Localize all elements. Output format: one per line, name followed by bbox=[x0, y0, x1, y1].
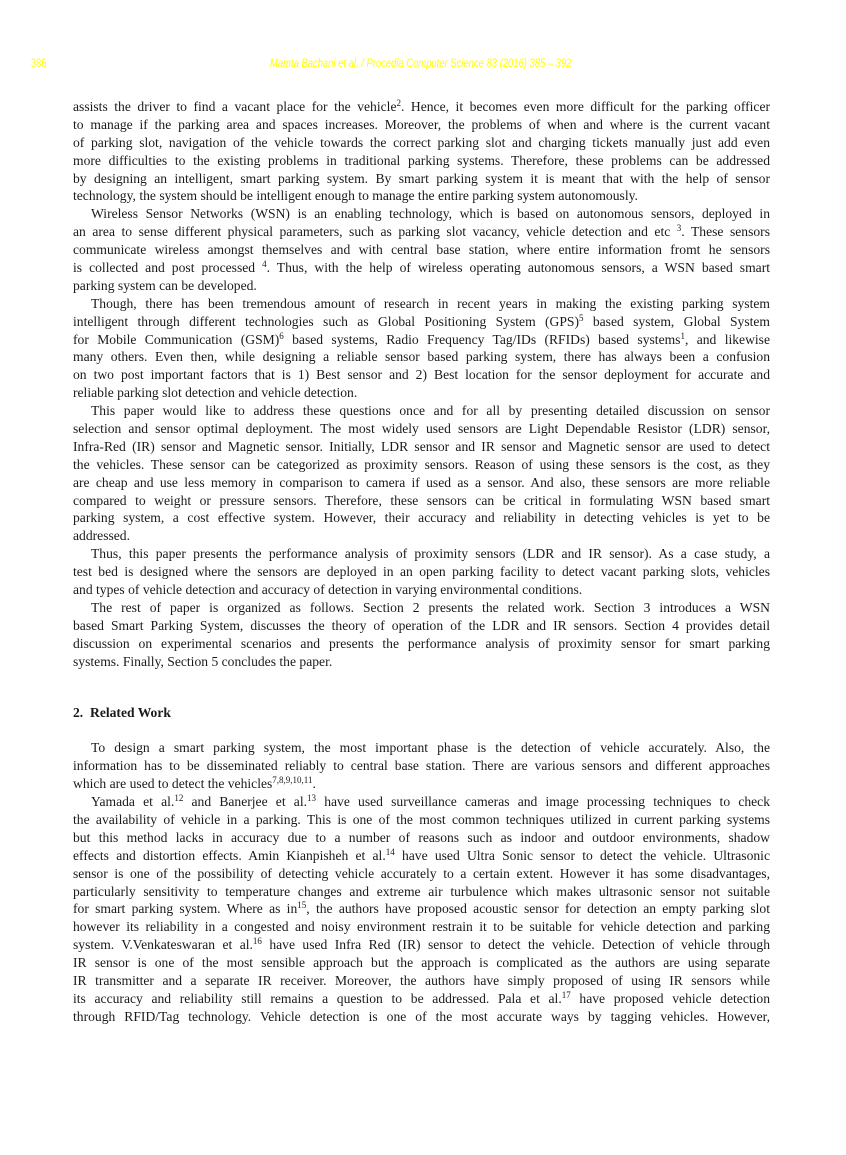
text-line bbox=[73, 757, 770, 775]
text-run: technology, the system should be intelligent enough to manage the entire parking system autonomously. bbox=[73, 188, 638, 204]
text-run: many others. Even then, while designing a reliable sensor based parking system, there has always been a confusion bbox=[73, 349, 770, 365]
text-line bbox=[73, 865, 770, 883]
text-line bbox=[73, 653, 770, 671]
text-line bbox=[73, 847, 770, 865]
citation-ref[interactable]: 14 bbox=[385, 846, 395, 857]
citation-ref[interactable]: 16 bbox=[252, 936, 262, 947]
text-run: Though, there has been tremendous amount of research in recent years in making the existing parking system bbox=[91, 295, 770, 311]
text-run: however its reliability in a congested and noisy environment restrain it to be suitable for vehicle detection and parking bbox=[73, 919, 770, 935]
paragraph bbox=[73, 793, 770, 1026]
text-run: for smart parking system. Where as in bbox=[73, 901, 298, 917]
citation-ref[interactable]: 4 bbox=[262, 259, 267, 270]
text-run: reliable parking slot detection and vehicle detection. bbox=[73, 385, 358, 401]
text-run: have used Infra Red (IR) sensor to detect the vehicle. Detection of vehicle through bbox=[261, 937, 770, 953]
text-run: and Banerjee et al. bbox=[183, 794, 308, 810]
text-line bbox=[73, 1008, 770, 1026]
text-run: addressed. bbox=[73, 528, 130, 544]
section-number: 2. bbox=[73, 704, 84, 720]
page-number: 386 bbox=[31, 58, 47, 70]
text-line bbox=[73, 775, 770, 793]
citation-ref[interactable]: 6 bbox=[279, 330, 284, 341]
text-run: Wireless Sensor Networks (WSN) is an enabling technology, which is based on autonomous sensors, deployed in bbox=[91, 206, 770, 222]
text-run: based Smart Parking System, discusses the theory of operation of the LDR and IR sensors. Section 4 provides detail bbox=[73, 617, 770, 633]
text-run: communicate wireless amongst themselves and with central base station, where entire information fromt he sensors bbox=[73, 242, 770, 258]
text-run: To design a smart parking system, the most important phase is the detection of vehicle accurately. Also, the bbox=[91, 740, 770, 756]
paragraph bbox=[73, 739, 770, 793]
text-run: based system, Global System bbox=[583, 313, 771, 329]
text-run: assists the driver to find a vacant place for the vehicle bbox=[73, 99, 397, 114]
text-line bbox=[73, 972, 770, 990]
text-run: and types of vehicle detection and accuracy of detection in varying environmental conditions. bbox=[73, 582, 583, 598]
text-run: its accuracy and reliability still remains a question to be addressed. Pala et al. bbox=[73, 990, 562, 1006]
text-run: test bed is designed where the sensors are deployed in an open parking facility to detect vacant parking slots, vehicles bbox=[73, 564, 770, 580]
citation-ref[interactable]: 5 bbox=[578, 312, 584, 323]
citation-ref[interactable]: 2 bbox=[396, 98, 401, 108]
text-line bbox=[73, 295, 770, 313]
text-run: more difficulties to the existing problems in traditional parking systems. Therefore, these problems can be addressed bbox=[73, 152, 770, 168]
text-line bbox=[73, 990, 770, 1008]
text-run: system. V.Venkateswaran et al. bbox=[73, 937, 253, 953]
text-line bbox=[73, 492, 770, 510]
text-line bbox=[73, 384, 770, 402]
text-run: particularly sensitivity to temperature changes and extreme air turbulence which makes ultrasonic sensor not suitable bbox=[73, 883, 770, 899]
text-run: an area to sense different physical parameters, such as parking slot vacancy, vehicle detection and etc bbox=[73, 224, 677, 240]
text-run: parking system, a cost effective system. However, their accuracy and reliability in detecting vehicles is yet to be bbox=[73, 510, 770, 526]
text-run: is collected and post processed bbox=[73, 260, 263, 276]
text-line bbox=[73, 811, 770, 829]
paragraph bbox=[73, 205, 770, 294]
related-work-body bbox=[73, 739, 770, 1025]
text-run: have proposed vehicle detection bbox=[570, 990, 770, 1006]
text-run: through RFID/Tag technology. Vehicle detection is one of the most accurate ways by tagging vehicles. However, bbox=[73, 1008, 770, 1024]
text-run: the vehicles. These sensor can be categorized as proximity sensors. Reason of using these sensors is the cost, as they bbox=[73, 456, 770, 472]
text-line bbox=[73, 954, 770, 972]
citation-ref[interactable]: 17 bbox=[561, 989, 571, 1000]
text-line bbox=[73, 259, 770, 277]
text-line bbox=[73, 277, 770, 295]
text-run: , and likewise bbox=[684, 331, 770, 347]
text-run: . bbox=[312, 776, 316, 792]
text-line bbox=[73, 474, 770, 492]
text-line bbox=[73, 527, 770, 545]
text-run: Yamada et al. bbox=[91, 794, 175, 810]
running-header bbox=[0, 58, 846, 74]
text-run: selection and sensor optimal deployment. The most widely used sensors are Light Dependable Resistor (LDR) sensor, bbox=[73, 421, 770, 437]
paragraph bbox=[73, 599, 770, 671]
text-line bbox=[73, 829, 770, 847]
citation-ref[interactable]: 13 bbox=[307, 793, 317, 804]
text-line bbox=[73, 456, 770, 474]
text-line bbox=[73, 348, 770, 366]
text-line bbox=[73, 205, 770, 223]
text-line bbox=[73, 223, 770, 241]
text-run: parking system can be developed. bbox=[73, 277, 257, 293]
text-run: are cheap and use less memory in comparison to camera if used as a sensor. And also, these sensors are more reliable bbox=[73, 474, 770, 490]
text-run: have used surveillance cameras and image processing techniques to check bbox=[316, 794, 771, 810]
text-run: Infra-Red (IR) sensor and Magnetic sensor. Initially, LDR sensor and IR sensor and Magnetic sensor are used to detect bbox=[73, 438, 770, 454]
running-title: Mamta Bachani et al. / Procedia Computer Science 83 (2016) 385 – 392 bbox=[270, 58, 572, 70]
paragraph bbox=[73, 98, 770, 205]
text-run: This paper would like to address these questions once and for all by presenting detailed discussion on sensor bbox=[91, 403, 770, 419]
citation-ref[interactable]: 7,8,9,10,11 bbox=[272, 775, 313, 786]
text-line bbox=[73, 98, 770, 116]
text-line bbox=[73, 241, 770, 259]
citation-ref[interactable]: 1 bbox=[680, 330, 685, 341]
text-run: for Mobile Communication (GSM) bbox=[73, 331, 280, 347]
text-run: sensor is one of the possibility of detecting vehicle accurately to a certain extent. However it has some disadvantages, bbox=[73, 865, 770, 881]
text-run: effects and distortion effects. Amin Kianpisheh et al. bbox=[73, 847, 386, 863]
text-line bbox=[73, 936, 770, 954]
text-line bbox=[73, 152, 770, 170]
text-line bbox=[73, 366, 770, 384]
text-line bbox=[73, 617, 770, 635]
text-line bbox=[73, 170, 770, 188]
section-heading bbox=[73, 704, 770, 722]
text-line bbox=[73, 116, 770, 134]
text-run: , the authors have proposed acoustic sensor for detection an empty parking slot bbox=[306, 901, 771, 917]
text-line bbox=[73, 545, 770, 563]
text-run: based systems, Radio Frequency Tag/IDs (RFIDs) based systems bbox=[283, 331, 681, 347]
text-run: on two post important factors that is 1) Best sensor and 2) Best location for the sensor deployment for accurate and bbox=[73, 367, 770, 383]
text-line bbox=[73, 635, 770, 653]
text-run: by designing an intelligent, smart parking system. By smart parking system it is meant that with the help of sensor bbox=[73, 170, 770, 186]
text-run: The rest of paper is organized as follows. Section 2 presents the related work. Section 3 introduces a WSN bbox=[91, 599, 770, 615]
text-run: discussion on experimental scenarios and presents the performance analysis of proximity sensor for smart parking bbox=[73, 635, 770, 651]
article-body bbox=[73, 98, 770, 1026]
text-run: IR transmitter and a separate IR receiver. Moreover, the authors have simply proposed of using IR sensors while bbox=[73, 972, 770, 988]
text-line bbox=[73, 599, 770, 617]
text-run: . Hence, it becomes even more difficult for the parking officer bbox=[400, 99, 771, 114]
text-line bbox=[73, 739, 770, 757]
text-run: but this method lacks in accuracy due to a number of reasons such as indoor and outdoor environments, shadow bbox=[73, 829, 770, 845]
text-run: compared to weight or pressure sensors. Therefore, these sensors can be critical in formulating WSN based smart bbox=[73, 492, 770, 508]
paragraph bbox=[73, 295, 770, 402]
text-run: intelligent through different technologies such as Global Positioning System (GPS) bbox=[73, 313, 579, 329]
text-run: systems. Finally, Section 5 concludes the paper. bbox=[73, 653, 333, 669]
text-run: . These sensors bbox=[681, 224, 770, 240]
text-line bbox=[73, 918, 770, 936]
text-run: Thus, this paper presents the performance analysis of proximity sensors (LDR and IR sensor). As a case study, a bbox=[91, 546, 770, 562]
text-run: . Thus, with the help of wireless operating autonomous sensors, a WSN based smart bbox=[266, 260, 770, 276]
text-line bbox=[73, 402, 770, 420]
text-line bbox=[73, 187, 770, 205]
section-title: Related Work bbox=[90, 704, 171, 720]
text-line bbox=[73, 883, 770, 901]
text-line bbox=[73, 900, 770, 918]
text-run: of parking slot, navigation of the vehicle towards the correct parking slot and charging tickets manually just add even bbox=[73, 134, 770, 150]
text-run: information has to be disseminated reliably to central base station. There are various sensors and different approaches bbox=[73, 758, 770, 774]
text-run: to manage if the parking area and spaces increases. Moreover, the problems of when and where is the current vacant bbox=[73, 116, 770, 132]
text-line bbox=[73, 134, 770, 152]
text-line bbox=[73, 563, 770, 581]
text-run: have used Ultra Sonic sensor to detect the vehicle. Ultrasonic bbox=[394, 847, 770, 863]
text-run: which are used to detect the vehicles bbox=[73, 776, 273, 792]
text-line bbox=[73, 331, 770, 349]
text-run: IR sensor is one of the most sensible approach but the approach is complicated as the authors are using separate bbox=[73, 955, 770, 971]
text-line bbox=[73, 581, 770, 599]
text-line bbox=[73, 509, 770, 527]
text-line bbox=[73, 793, 770, 811]
text-line bbox=[73, 313, 770, 331]
text-run: the availability of vehicle in a parking. This is one of the most common techniques utilized in current parking systems bbox=[73, 811, 770, 827]
citation-ref[interactable]: 12 bbox=[174, 793, 184, 804]
paragraph bbox=[73, 402, 770, 545]
citation-ref[interactable]: 15 bbox=[297, 900, 307, 911]
citation-ref[interactable]: 3 bbox=[676, 223, 682, 234]
text-line bbox=[73, 438, 770, 456]
paragraph bbox=[73, 545, 770, 599]
introduction-continued bbox=[73, 98, 770, 671]
text-line bbox=[73, 420, 770, 438]
